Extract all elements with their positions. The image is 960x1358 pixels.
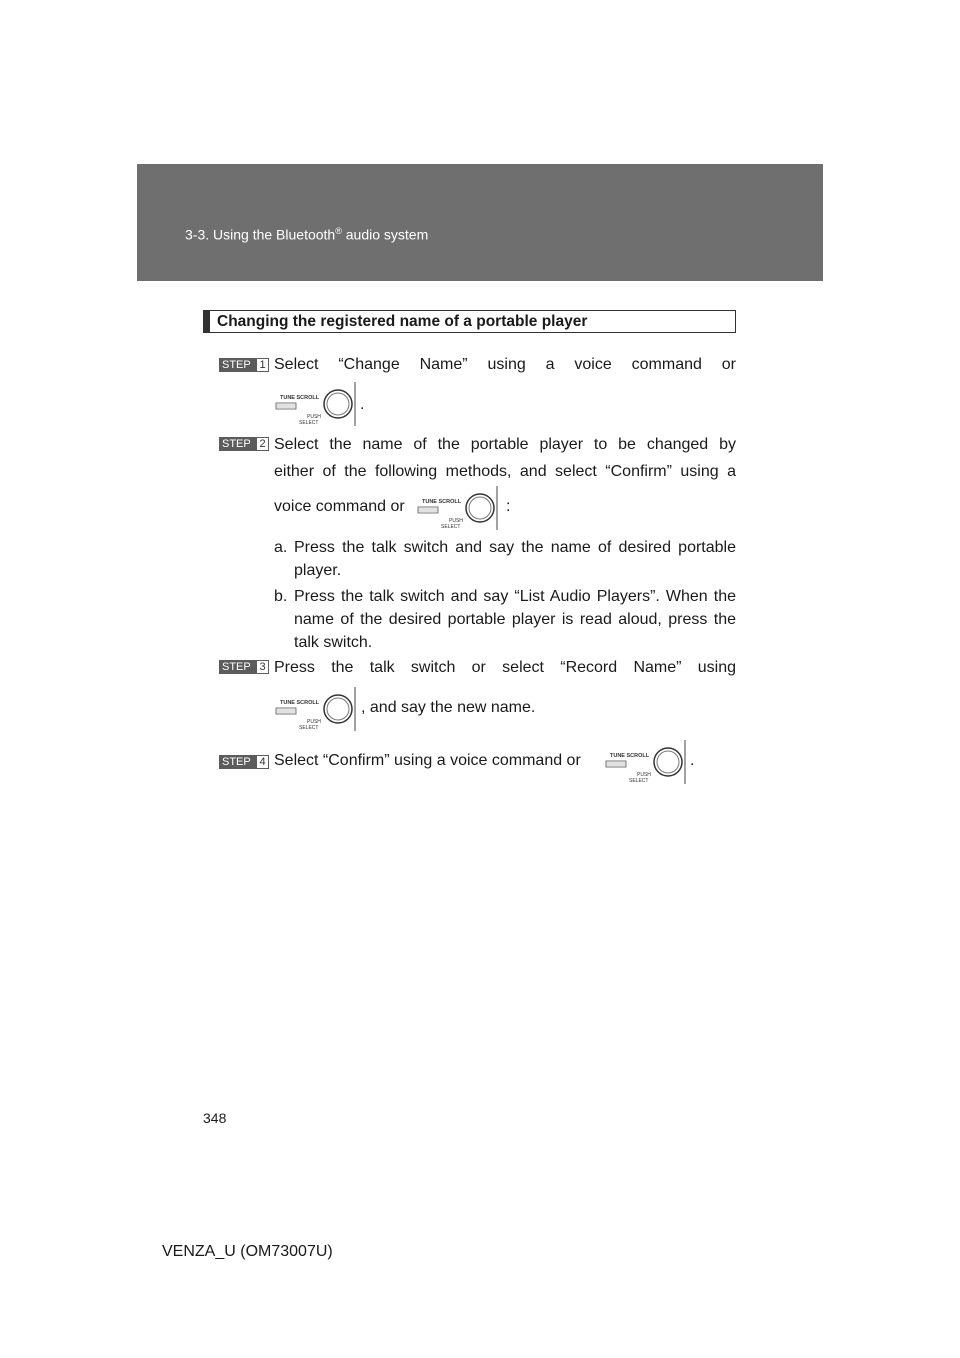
chapter-title <box>185 226 428 243</box>
section-heading <box>203 310 736 333</box>
chapter-title-suffix: audio system <box>341 226 429 243</box>
tune-scroll-knob-icon <box>272 687 358 731</box>
knob-label-push: PUSH <box>307 414 321 420</box>
registered-mark: ® <box>335 226 342 236</box>
step-3-text: Press the talk switch or select “Record Name” using <box>274 659 736 676</box>
chapter-title-prefix: 3-3. Using the Bluetooth <box>185 226 336 243</box>
step-word: STEP <box>222 359 251 371</box>
knob-label-tune-scroll: TUNE SCROLL <box>610 753 650 759</box>
step-1-text: Select “Change Name” using a voice command or <box>274 356 736 373</box>
step-2-text-line-1: Select the name of the portable player to be changed by <box>274 436 736 453</box>
step-2-after-knob: : <box>506 498 511 515</box>
knob-label-select: SELECT <box>629 778 649 784</box>
section-title: Changing the registered name of a portable player <box>217 313 588 330</box>
tune-scroll-knob-icon <box>602 740 688 784</box>
step-2-label <box>219 437 269 451</box>
chapter-header <box>137 164 823 281</box>
knob-label-tune-scroll: TUNE SCROLL <box>422 499 462 505</box>
knob-label-select: SELECT <box>299 725 319 731</box>
knob-label-tune-scroll: TUNE SCROLL <box>280 700 320 706</box>
knob-label-tune-scroll: TUNE SCROLL <box>280 395 320 401</box>
step-2-option-a <box>274 536 736 582</box>
tune-scroll-knob-icon <box>414 486 500 530</box>
step-number: 1 <box>256 358 269 372</box>
option-text: Press the talk switch and say “List Audio Players”. When the name of the desired portable player is read aloud, press the talk switch. <box>294 588 736 651</box>
step-word: STEP <box>222 756 251 768</box>
step-1-label <box>219 358 269 372</box>
step-number: 2 <box>256 437 269 451</box>
step-3-label <box>219 660 269 674</box>
knob-label-select: SELECT <box>441 524 461 530</box>
step-word: STEP <box>222 661 251 673</box>
step-4-label <box>219 755 269 769</box>
knob-label-select: SELECT <box>299 420 319 426</box>
step-3-after-knob: , and say the new name. <box>361 699 536 716</box>
step-word: STEP <box>222 438 251 450</box>
step-2-text-line-2: either of the following methods, and select “Confirm” using a <box>274 463 736 480</box>
knob-label-push: PUSH <box>449 518 463 524</box>
page-number: 348 <box>203 1110 227 1126</box>
model-code: VENZA_U (OM73007U) <box>162 1243 333 1260</box>
step-2-text-line-3: voice command or <box>274 498 405 515</box>
step-4-text: Select “Confirm” using a voice command or <box>274 752 581 769</box>
step-2-option-b <box>274 585 736 654</box>
step-1-after-knob: . <box>360 396 365 413</box>
step-number: 4 <box>256 755 269 769</box>
knob-label-push: PUSH <box>307 719 321 725</box>
option-label: b. <box>274 588 288 605</box>
step-number: 3 <box>256 660 269 674</box>
step-4-after-knob: . <box>690 752 695 769</box>
tune-scroll-knob-icon <box>272 382 358 426</box>
knob-label-push: PUSH <box>637 772 651 778</box>
option-label: a. <box>274 539 288 556</box>
option-text: Press the talk switch and say the name of desired portable player. <box>294 539 736 579</box>
